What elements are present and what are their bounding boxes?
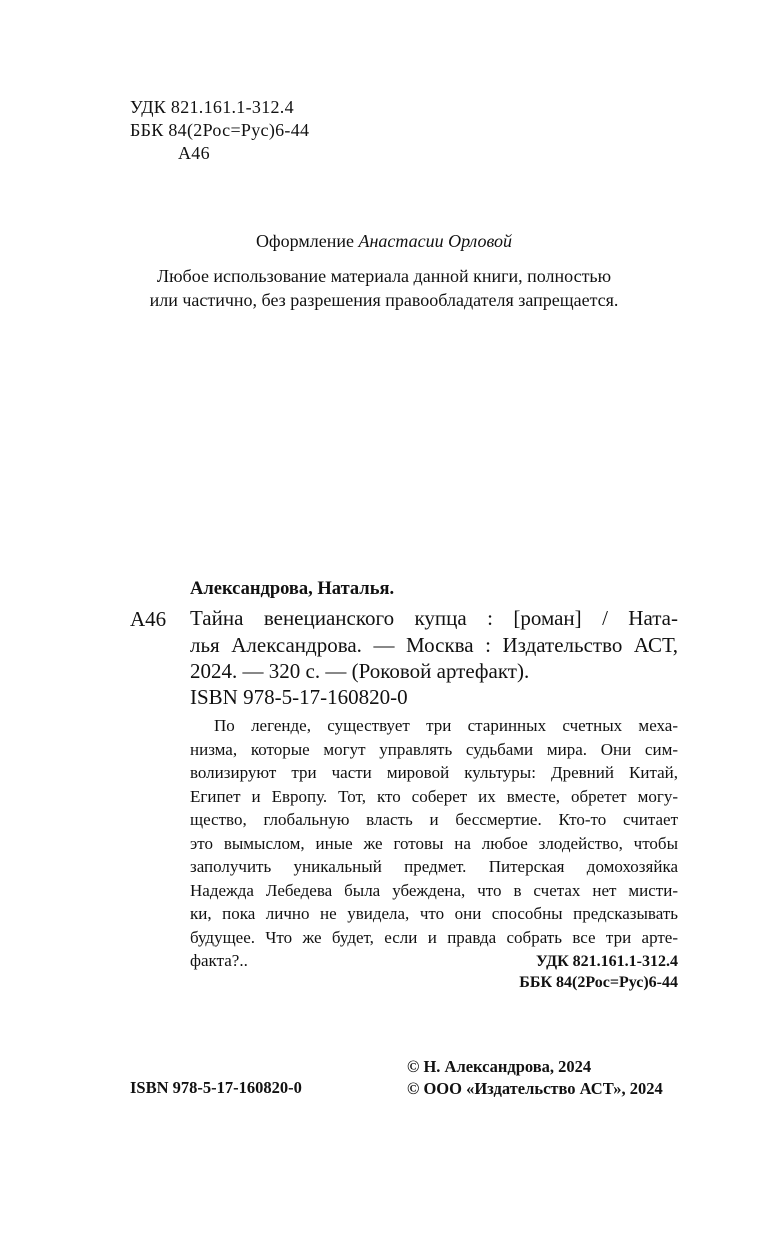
annotation-line: заполучить уникальный предмет. Питерская домохозяйка	[190, 857, 678, 876]
copyright-publisher: © ООО «Издательство АСТ», 2024	[407, 1079, 663, 1098]
copyright-author: © Н. Александрова, 2024	[407, 1057, 592, 1076]
biblio-line: 2024. — 320 с. — (Роковой артефакт).	[190, 659, 530, 683]
footer-isbn: ISBN 978-5-17-160820-0	[130, 1078, 302, 1097]
bbk-code: ББК 84(2Рос=Рус)6-44	[130, 120, 310, 140]
biblio-line: лья Александрова. — Москва : Издательство АСТ,	[190, 632, 678, 657]
design-prefix: Оформление	[255, 231, 354, 251]
annotation-line: факта?..	[190, 951, 248, 970]
biblio-line: Тайна венецианского купца : [роман] / Ната-	[190, 606, 678, 630]
annotation-line: ки, пока лично не увидела, что они способны предсказывать	[190, 904, 678, 923]
classification-block	[130, 96, 309, 165]
annotation-line: По легенде, существует три старинных счетных меха-	[214, 716, 678, 735]
record-udk: УДК 821.161.1-312.4	[535, 953, 678, 970]
author-sign: А46	[178, 143, 210, 163]
record-bbk: ББК 84(2Рос=Рус)6-44	[519, 974, 678, 991]
rights-line-2: или частично, без разрешения правообладателя запрещается.	[149, 290, 619, 310]
rights-notice	[0, 264, 768, 312]
record-code: А46	[130, 607, 167, 631]
annotation-line: будущее. Что же будет, если и правда собрать все три арте-	[190, 927, 678, 947]
designer-name: Анастасии Орловой	[358, 231, 513, 251]
copyright-block	[407, 1056, 663, 1100]
record-isbn: ISBN 978-5-17-160820-0	[190, 685, 408, 709]
bibliographic-description	[190, 605, 678, 685]
annotation-line: волизируют три части мировой культуры: Древний Китай,	[190, 763, 678, 782]
annotation-line: Надежда Лебедева была убеждена, что в счетах нет мисти-	[190, 880, 678, 900]
rights-line-1: Любое использование материала данной книги, полностью	[156, 266, 612, 286]
record-author: Александрова, Наталья.	[190, 579, 395, 599]
annotation-line: это вымыслом, иные же готовы на любое злодейство, чтобы	[190, 833, 678, 853]
design-credit	[0, 231, 768, 252]
record-classification	[519, 951, 678, 993]
annotation	[190, 714, 678, 973]
annotation-line: Египет и Европу. Тот, кто соберет их вместе, обретет могу-	[190, 786, 678, 806]
annotation-line: низма, которые могут управлять судьбами мира. Они сим-	[190, 739, 678, 759]
annotation-line: щество, глобальную власть и бессмертие. Кто-то считает	[190, 810, 678, 829]
udk-code: УДК 821.161.1-312.4	[130, 97, 294, 117]
